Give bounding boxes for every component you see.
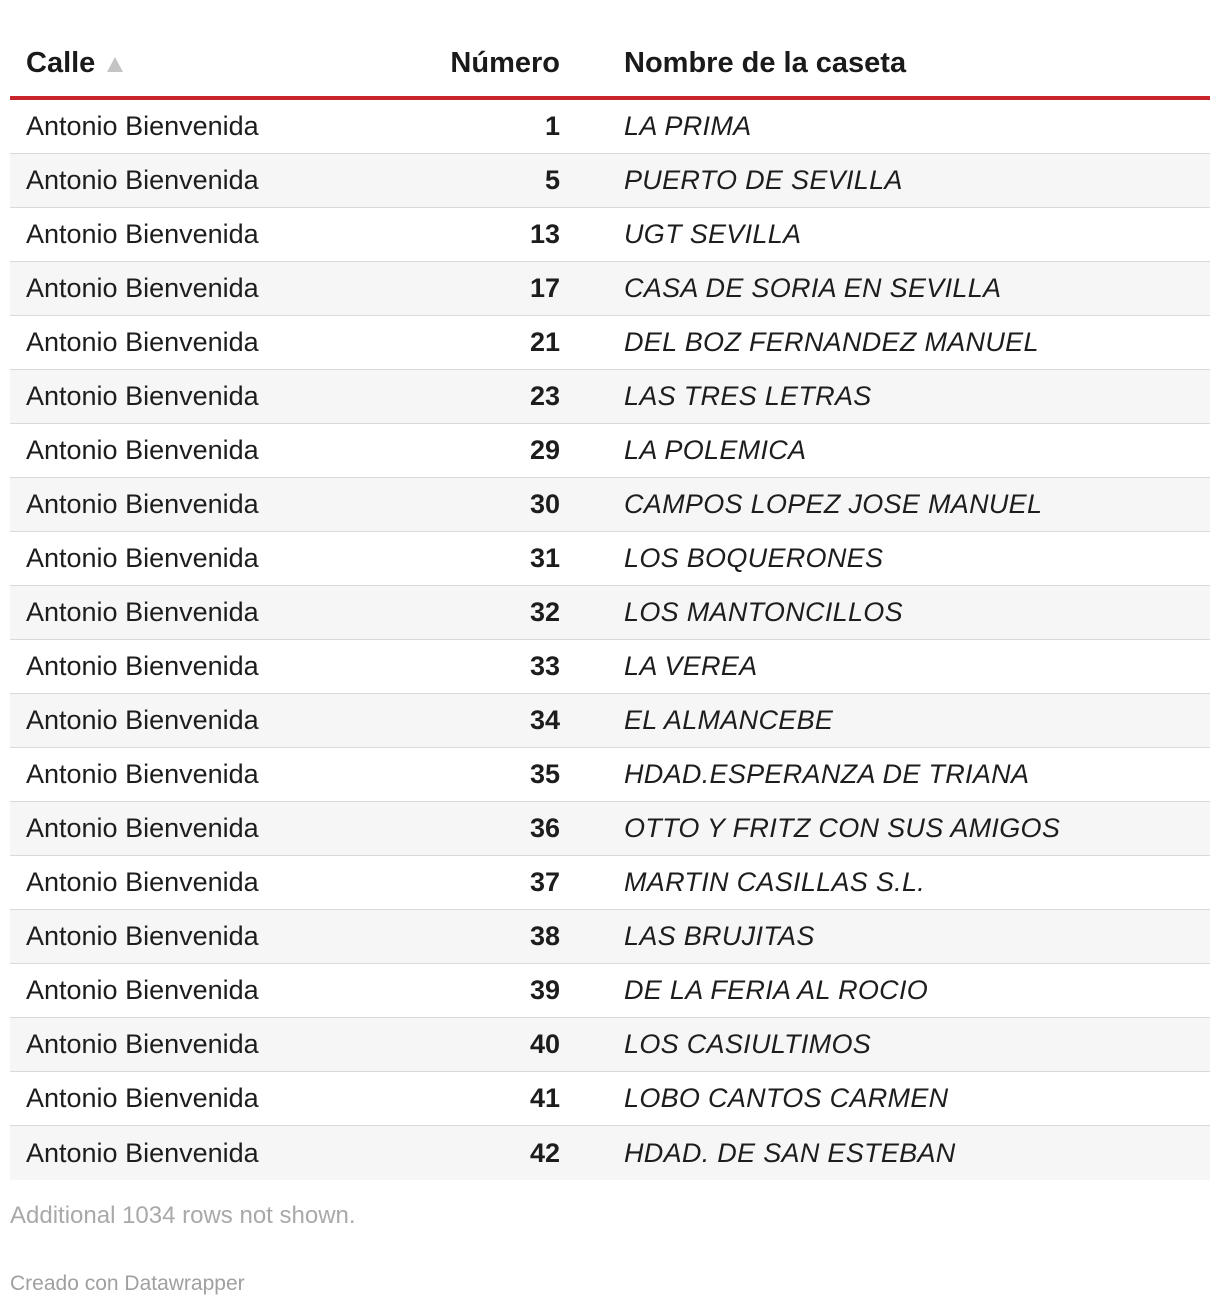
cell-numero: 42 bbox=[529, 1137, 560, 1168]
cell-calle: Antonio Bienvenida bbox=[26, 759, 259, 789]
cell-numero: 5 bbox=[544, 165, 560, 195]
rows-not-shown-note: Additional 1034 rows not shown. bbox=[10, 1202, 356, 1229]
table-row bbox=[10, 964, 1210, 1018]
cell-numero: 34 bbox=[529, 705, 560, 735]
table-header bbox=[10, 0, 1210, 100]
table-row bbox=[10, 802, 1210, 856]
cell-nombre: LOS CASIULTIMOS bbox=[624, 1029, 872, 1059]
table-row bbox=[10, 694, 1210, 748]
table-row bbox=[10, 316, 1210, 370]
table-row bbox=[10, 748, 1210, 802]
cell-nombre: LAS BRUJITAS bbox=[624, 921, 815, 951]
cell-numero: 13 bbox=[529, 219, 560, 249]
cell-calle: Antonio Bienvenida bbox=[26, 705, 259, 735]
cell-numero: 23 bbox=[529, 381, 560, 411]
cell-calle: Antonio Bienvenida bbox=[26, 273, 259, 303]
cell-nombre: LOS MANTONCILLOS bbox=[624, 597, 903, 627]
table-row bbox=[10, 1126, 1210, 1180]
column-header-numero-label: Número bbox=[450, 46, 560, 79]
cell-nombre: EL ALMANCEBE bbox=[624, 705, 834, 735]
cell-calle: Antonio Bienvenida bbox=[26, 111, 259, 141]
column-header-nombre[interactable] bbox=[560, 0, 1210, 96]
table-row bbox=[10, 154, 1210, 208]
cell-calle: Antonio Bienvenida bbox=[26, 219, 259, 249]
cell-calle: Antonio Bienvenida bbox=[26, 921, 259, 951]
table-row bbox=[10, 478, 1210, 532]
cell-nombre: HDAD. DE SAN ESTEBAN bbox=[624, 1137, 956, 1168]
cell-numero: 38 bbox=[529, 921, 560, 951]
sort-ascending-icon[interactable] bbox=[107, 57, 123, 72]
table-row bbox=[10, 910, 1210, 964]
cell-numero: 30 bbox=[529, 489, 560, 519]
cell-nombre: LA PRIMA bbox=[624, 111, 752, 141]
cell-calle: Antonio Bienvenida bbox=[26, 1029, 259, 1059]
cell-calle: Antonio Bienvenida bbox=[26, 867, 259, 897]
cell-numero: 31 bbox=[529, 543, 560, 573]
cell-nombre: CAMPOS LOPEZ JOSE MANUEL bbox=[624, 489, 1043, 519]
cell-nombre: LAS TRES LETRAS bbox=[624, 381, 872, 411]
table-row bbox=[10, 424, 1210, 478]
table-row bbox=[10, 856, 1210, 910]
cell-calle: Antonio Bienvenida bbox=[26, 381, 259, 411]
cell-numero: 36 bbox=[529, 813, 560, 843]
column-header-calle[interactable] bbox=[10, 0, 390, 96]
table-body bbox=[10, 100, 1210, 1180]
cell-nombre: HDAD.ESPERANZA DE TRIANA bbox=[624, 759, 1030, 789]
cell-nombre: DEL BOZ FERNANDEZ MANUEL bbox=[624, 327, 1039, 357]
cell-calle: Antonio Bienvenida bbox=[26, 1137, 259, 1168]
cell-nombre: LA POLEMICA bbox=[624, 435, 807, 465]
table-row bbox=[10, 100, 1210, 154]
column-header-nombre-label: Nombre de la caseta bbox=[624, 46, 907, 79]
cell-numero: 37 bbox=[529, 867, 560, 897]
datawrapper-table bbox=[10, 0, 1210, 1296]
table-row bbox=[10, 586, 1210, 640]
cell-numero: 40 bbox=[529, 1029, 560, 1059]
cell-numero: 17 bbox=[529, 273, 560, 303]
cell-calle: Antonio Bienvenida bbox=[26, 435, 259, 465]
cell-nombre: LOS BOQUERONES bbox=[624, 543, 884, 573]
cell-numero: 39 bbox=[529, 975, 560, 1005]
cell-nombre: MARTIN CASILLAS S.L. bbox=[624, 867, 926, 897]
cell-calle: Antonio Bienvenida bbox=[26, 813, 259, 843]
cell-calle: Antonio Bienvenida bbox=[26, 327, 259, 357]
table-row bbox=[10, 532, 1210, 586]
cell-numero: 29 bbox=[529, 435, 560, 465]
column-header-calle-label: Calle bbox=[26, 46, 96, 79]
cell-calle: Antonio Bienvenida bbox=[26, 975, 259, 1005]
table-row bbox=[10, 370, 1210, 424]
cell-nombre: CASA DE SORIA EN SEVILLA bbox=[624, 273, 1002, 303]
cell-numero: 21 bbox=[529, 327, 560, 357]
datawrapper-credit: Creado con Datawrapper bbox=[10, 1272, 245, 1295]
column-header-numero[interactable] bbox=[390, 0, 560, 96]
table-row bbox=[10, 262, 1210, 316]
cell-nombre: UGT SEVILLA bbox=[624, 219, 802, 249]
cell-nombre: LOBO CANTOS CARMEN bbox=[624, 1083, 949, 1113]
cell-numero: 33 bbox=[529, 651, 560, 681]
cell-numero: 41 bbox=[529, 1083, 560, 1113]
cell-calle: Antonio Bienvenida bbox=[26, 651, 259, 681]
cell-nombre: DE LA FERIA AL ROCIO bbox=[624, 975, 929, 1005]
table-row bbox=[10, 1018, 1210, 1072]
cell-calle: Antonio Bienvenida bbox=[26, 489, 259, 519]
cell-numero: 1 bbox=[544, 111, 560, 141]
table-row bbox=[10, 1072, 1210, 1126]
cell-calle: Antonio Bienvenida bbox=[26, 543, 259, 573]
table-row bbox=[10, 640, 1210, 694]
cell-calle: Antonio Bienvenida bbox=[26, 597, 259, 627]
cell-nombre: LA VEREA bbox=[624, 651, 758, 681]
table-row bbox=[10, 208, 1210, 262]
cell-calle: Antonio Bienvenida bbox=[26, 1083, 259, 1113]
cell-nombre: PUERTO DE SEVILLA bbox=[624, 165, 903, 195]
cell-numero: 32 bbox=[529, 597, 560, 627]
cell-numero: 35 bbox=[529, 759, 560, 789]
cell-calle: Antonio Bienvenida bbox=[26, 165, 259, 195]
cell-nombre: OTTO Y FRITZ CON SUS AMIGOS bbox=[624, 813, 1061, 843]
